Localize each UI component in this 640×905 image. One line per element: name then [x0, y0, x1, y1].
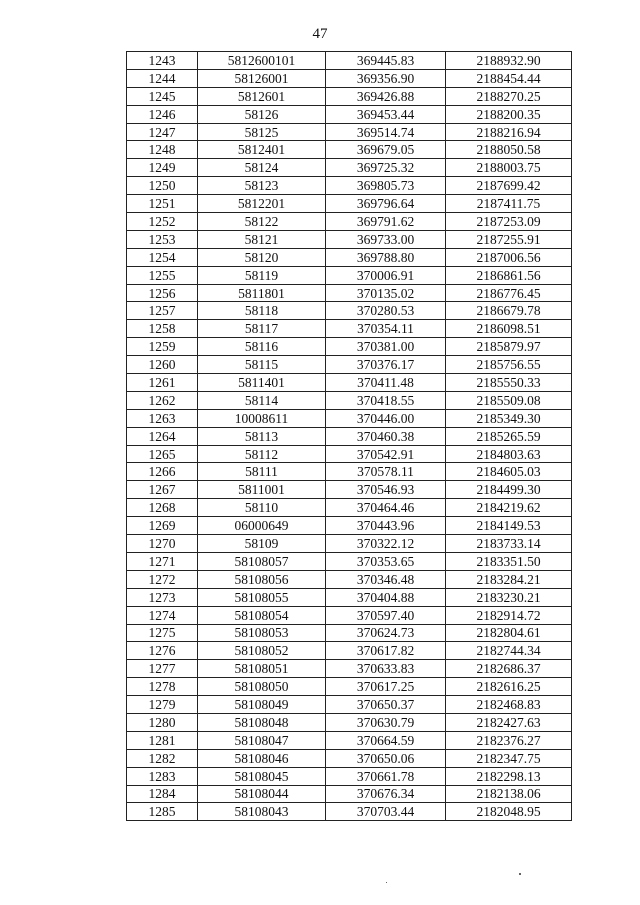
point-id-cell: 58108057	[198, 552, 326, 570]
table-row	[127, 284, 572, 302]
table-row	[127, 391, 572, 409]
row-index-cell: 1277	[127, 660, 198, 678]
point-id-cell: 58108053	[198, 624, 326, 642]
table-row	[127, 535, 572, 553]
table-row	[127, 660, 572, 678]
row-index-cell: 1256	[127, 284, 198, 302]
x-coordinate-cell: 370624.73	[326, 624, 446, 642]
row-index-cell: 1245	[127, 87, 198, 105]
x-coordinate-cell: 369356.90	[326, 69, 446, 87]
table-row	[127, 105, 572, 123]
y-coordinate-cell: 2182138.06	[446, 785, 572, 803]
x-coordinate-cell: 369453.44	[326, 105, 446, 123]
x-coordinate-cell: 370006.91	[326, 266, 446, 284]
y-coordinate-cell: 2184149.53	[446, 517, 572, 535]
x-coordinate-cell: 370578.11	[326, 463, 446, 481]
table-row	[127, 499, 572, 517]
y-coordinate-cell: 2187699.42	[446, 177, 572, 195]
table-row	[127, 427, 572, 445]
row-index-cell: 1246	[127, 105, 198, 123]
row-index-cell: 1250	[127, 177, 198, 195]
row-index-cell: 1270	[127, 535, 198, 553]
table-row	[127, 552, 572, 570]
x-coordinate-cell: 370346.48	[326, 570, 446, 588]
table-row	[127, 481, 572, 499]
row-index-cell: 1285	[127, 803, 198, 821]
point-id-cell: 58124	[198, 159, 326, 177]
x-coordinate-cell: 370542.91	[326, 445, 446, 463]
row-index-cell: 1280	[127, 713, 198, 731]
table-row	[127, 141, 572, 159]
row-index-cell: 1254	[127, 248, 198, 266]
y-coordinate-cell: 2188454.44	[446, 69, 572, 87]
point-id-cell: 58108056	[198, 570, 326, 588]
table-row	[127, 785, 572, 803]
table-row	[127, 642, 572, 660]
y-coordinate-cell: 2183351.50	[446, 552, 572, 570]
row-index-cell: 1243	[127, 52, 198, 70]
point-id-cell: 10008611	[198, 409, 326, 427]
table-row	[127, 195, 572, 213]
point-id-cell: 58118	[198, 302, 326, 320]
point-id-cell: 58114	[198, 391, 326, 409]
y-coordinate-cell: 2188270.25	[446, 87, 572, 105]
point-id-cell: 58108051	[198, 660, 326, 678]
point-id-cell: 58115	[198, 356, 326, 374]
row-index-cell: 1244	[127, 69, 198, 87]
table-row	[127, 338, 572, 356]
y-coordinate-cell: 2187006.56	[446, 248, 572, 266]
row-index-cell: 1261	[127, 374, 198, 392]
row-index-cell: 1255	[127, 266, 198, 284]
y-coordinate-cell: 2185349.30	[446, 409, 572, 427]
table-row	[127, 374, 572, 392]
point-id-cell: 58108048	[198, 713, 326, 731]
x-coordinate-cell: 369788.80	[326, 248, 446, 266]
y-coordinate-cell: 2185756.55	[446, 356, 572, 374]
x-coordinate-cell: 370280.53	[326, 302, 446, 320]
table-row	[127, 123, 572, 141]
x-coordinate-cell: 370664.59	[326, 731, 446, 749]
table-row	[127, 696, 572, 714]
point-id-cell: 5812601	[198, 87, 326, 105]
row-index-cell: 1249	[127, 159, 198, 177]
x-coordinate-cell: 370546.93	[326, 481, 446, 499]
y-coordinate-cell: 2186679.78	[446, 302, 572, 320]
y-coordinate-cell: 2186861.56	[446, 266, 572, 284]
row-index-cell: 1273	[127, 588, 198, 606]
x-coordinate-cell: 370353.65	[326, 552, 446, 570]
row-index-cell: 1266	[127, 463, 198, 481]
y-coordinate-cell: 2185509.08	[446, 391, 572, 409]
coordinates-table	[126, 51, 572, 821]
row-index-cell: 1262	[127, 391, 198, 409]
row-index-cell: 1275	[127, 624, 198, 642]
x-coordinate-cell: 370650.06	[326, 749, 446, 767]
row-index-cell: 1269	[127, 517, 198, 535]
x-coordinate-cell: 369733.00	[326, 230, 446, 248]
table-row	[127, 248, 572, 266]
x-coordinate-cell: 370376.17	[326, 356, 446, 374]
point-id-cell: 58108050	[198, 678, 326, 696]
y-coordinate-cell: 2182804.61	[446, 624, 572, 642]
y-coordinate-cell: 2187411.75	[446, 195, 572, 213]
point-id-cell: 58116	[198, 338, 326, 356]
row-index-cell: 1268	[127, 499, 198, 517]
x-coordinate-cell: 369805.73	[326, 177, 446, 195]
y-coordinate-cell: 2183733.14	[446, 535, 572, 553]
row-index-cell: 1274	[127, 606, 198, 624]
row-index-cell: 1272	[127, 570, 198, 588]
row-index-cell: 1251	[127, 195, 198, 213]
table-row	[127, 570, 572, 588]
table-row	[127, 445, 572, 463]
y-coordinate-cell: 2188003.75	[446, 159, 572, 177]
point-id-cell: 58117	[198, 320, 326, 338]
table-row	[127, 356, 572, 374]
table-row	[127, 749, 572, 767]
table-row	[127, 588, 572, 606]
scan-speck	[386, 882, 387, 883]
point-id-cell: 5811401	[198, 374, 326, 392]
x-coordinate-cell: 369679.05	[326, 141, 446, 159]
table-row	[127, 266, 572, 284]
x-coordinate-cell: 369445.83	[326, 52, 446, 70]
point-id-cell: 58120	[198, 248, 326, 266]
x-coordinate-cell: 370446.00	[326, 409, 446, 427]
y-coordinate-cell: 2188216.94	[446, 123, 572, 141]
y-coordinate-cell: 2184605.03	[446, 463, 572, 481]
point-id-cell: 5811801	[198, 284, 326, 302]
x-coordinate-cell: 370703.44	[326, 803, 446, 821]
row-index-cell: 1260	[127, 356, 198, 374]
x-coordinate-cell: 370322.12	[326, 535, 446, 553]
x-coordinate-cell: 370411.48	[326, 374, 446, 392]
row-index-cell: 1283	[127, 767, 198, 785]
table-row	[127, 767, 572, 785]
x-coordinate-cell: 370676.34	[326, 785, 446, 803]
y-coordinate-cell: 2188050.58	[446, 141, 572, 159]
point-id-cell: 58109	[198, 535, 326, 553]
scan-speck	[519, 873, 521, 875]
point-id-cell: 58108043	[198, 803, 326, 821]
y-coordinate-cell: 2182914.72	[446, 606, 572, 624]
y-coordinate-cell: 2182744.34	[446, 642, 572, 660]
y-coordinate-cell: 2182468.83	[446, 696, 572, 714]
point-id-cell: 58126	[198, 105, 326, 123]
x-coordinate-cell: 370650.37	[326, 696, 446, 714]
row-index-cell: 1257	[127, 302, 198, 320]
y-coordinate-cell: 2187253.09	[446, 213, 572, 231]
x-coordinate-cell: 370418.55	[326, 391, 446, 409]
point-id-cell: 58123	[198, 177, 326, 195]
point-id-cell: 5812600101	[198, 52, 326, 70]
y-coordinate-cell: 2182376.27	[446, 731, 572, 749]
point-id-cell: 58125	[198, 123, 326, 141]
x-coordinate-cell: 370661.78	[326, 767, 446, 785]
x-coordinate-cell: 370354.11	[326, 320, 446, 338]
point-id-cell: 58108046	[198, 749, 326, 767]
table-row	[127, 52, 572, 70]
row-index-cell: 1264	[127, 427, 198, 445]
table-row	[127, 803, 572, 821]
y-coordinate-cell: 2184219.62	[446, 499, 572, 517]
row-index-cell: 1265	[127, 445, 198, 463]
row-index-cell: 1263	[127, 409, 198, 427]
y-coordinate-cell: 2183284.21	[446, 570, 572, 588]
y-coordinate-cell: 2184499.30	[446, 481, 572, 499]
table-row	[127, 230, 572, 248]
table-row	[127, 731, 572, 749]
page-number: 47	[312, 26, 328, 42]
y-coordinate-cell: 2186776.45	[446, 284, 572, 302]
row-index-cell: 1271	[127, 552, 198, 570]
point-id-cell: 58119	[198, 266, 326, 284]
x-coordinate-cell: 370404.88	[326, 588, 446, 606]
x-coordinate-cell: 369725.32	[326, 159, 446, 177]
x-coordinate-cell: 369796.64	[326, 195, 446, 213]
point-id-cell: 58108049	[198, 696, 326, 714]
y-coordinate-cell: 2188932.90	[446, 52, 572, 70]
row-index-cell: 1248	[127, 141, 198, 159]
point-id-cell: 58122	[198, 213, 326, 231]
point-id-cell: 58110	[198, 499, 326, 517]
table-row	[127, 606, 572, 624]
point-id-cell: 5812201	[198, 195, 326, 213]
x-coordinate-cell: 370617.25	[326, 678, 446, 696]
table-row	[127, 624, 572, 642]
x-coordinate-cell: 370617.82	[326, 642, 446, 660]
x-coordinate-cell: 370464.46	[326, 499, 446, 517]
y-coordinate-cell: 2182347.75	[446, 749, 572, 767]
y-coordinate-cell: 2187255.91	[446, 230, 572, 248]
row-index-cell: 1276	[127, 642, 198, 660]
x-coordinate-cell: 370460.38	[326, 427, 446, 445]
point-id-cell: 58108047	[198, 731, 326, 749]
point-id-cell: 58111	[198, 463, 326, 481]
x-coordinate-cell: 370597.40	[326, 606, 446, 624]
x-coordinate-cell: 370630.79	[326, 713, 446, 731]
y-coordinate-cell: 2185265.59	[446, 427, 572, 445]
y-coordinate-cell: 2184803.63	[446, 445, 572, 463]
x-coordinate-cell: 370633.83	[326, 660, 446, 678]
point-id-cell: 5812401	[198, 141, 326, 159]
y-coordinate-cell: 2185879.97	[446, 338, 572, 356]
table-row	[127, 463, 572, 481]
row-index-cell: 1284	[127, 785, 198, 803]
y-coordinate-cell: 2182048.95	[446, 803, 572, 821]
point-id-cell: 58121	[198, 230, 326, 248]
x-coordinate-cell: 369514.74	[326, 123, 446, 141]
table-row	[127, 713, 572, 731]
table-row	[127, 678, 572, 696]
row-index-cell: 1258	[127, 320, 198, 338]
row-index-cell: 1259	[127, 338, 198, 356]
row-index-cell: 1278	[127, 678, 198, 696]
table-body	[127, 52, 572, 821]
point-id-cell: 58108052	[198, 642, 326, 660]
point-id-cell: 58108055	[198, 588, 326, 606]
y-coordinate-cell: 2188200.35	[446, 105, 572, 123]
row-index-cell: 1282	[127, 749, 198, 767]
row-index-cell: 1252	[127, 213, 198, 231]
row-index-cell: 1267	[127, 481, 198, 499]
point-id-cell: 5811001	[198, 481, 326, 499]
table-row	[127, 213, 572, 231]
table-row	[127, 177, 572, 195]
y-coordinate-cell: 2182686.37	[446, 660, 572, 678]
x-coordinate-cell: 369791.62	[326, 213, 446, 231]
point-id-cell: 58108045	[198, 767, 326, 785]
x-coordinate-cell: 370135.02	[326, 284, 446, 302]
table-row	[127, 159, 572, 177]
row-index-cell: 1281	[127, 731, 198, 749]
point-id-cell: 06000649	[198, 517, 326, 535]
x-coordinate-cell: 369426.88	[326, 87, 446, 105]
row-index-cell: 1279	[127, 696, 198, 714]
y-coordinate-cell: 2182427.63	[446, 713, 572, 731]
y-coordinate-cell: 2183230.21	[446, 588, 572, 606]
point-id-cell: 58113	[198, 427, 326, 445]
table-row	[127, 69, 572, 87]
x-coordinate-cell: 370443.96	[326, 517, 446, 535]
table-row	[127, 517, 572, 535]
y-coordinate-cell: 2185550.33	[446, 374, 572, 392]
table-row	[127, 320, 572, 338]
point-id-cell: 58108044	[198, 785, 326, 803]
y-coordinate-cell: 2182616.25	[446, 678, 572, 696]
x-coordinate-cell: 370381.00	[326, 338, 446, 356]
point-id-cell: 58108054	[198, 606, 326, 624]
y-coordinate-cell: 2182298.13	[446, 767, 572, 785]
table-row	[127, 302, 572, 320]
table-row	[127, 409, 572, 427]
y-coordinate-cell: 2186098.51	[446, 320, 572, 338]
row-index-cell: 1253	[127, 230, 198, 248]
table-row	[127, 87, 572, 105]
point-id-cell: 58126001	[198, 69, 326, 87]
row-index-cell: 1247	[127, 123, 198, 141]
point-id-cell: 58112	[198, 445, 326, 463]
